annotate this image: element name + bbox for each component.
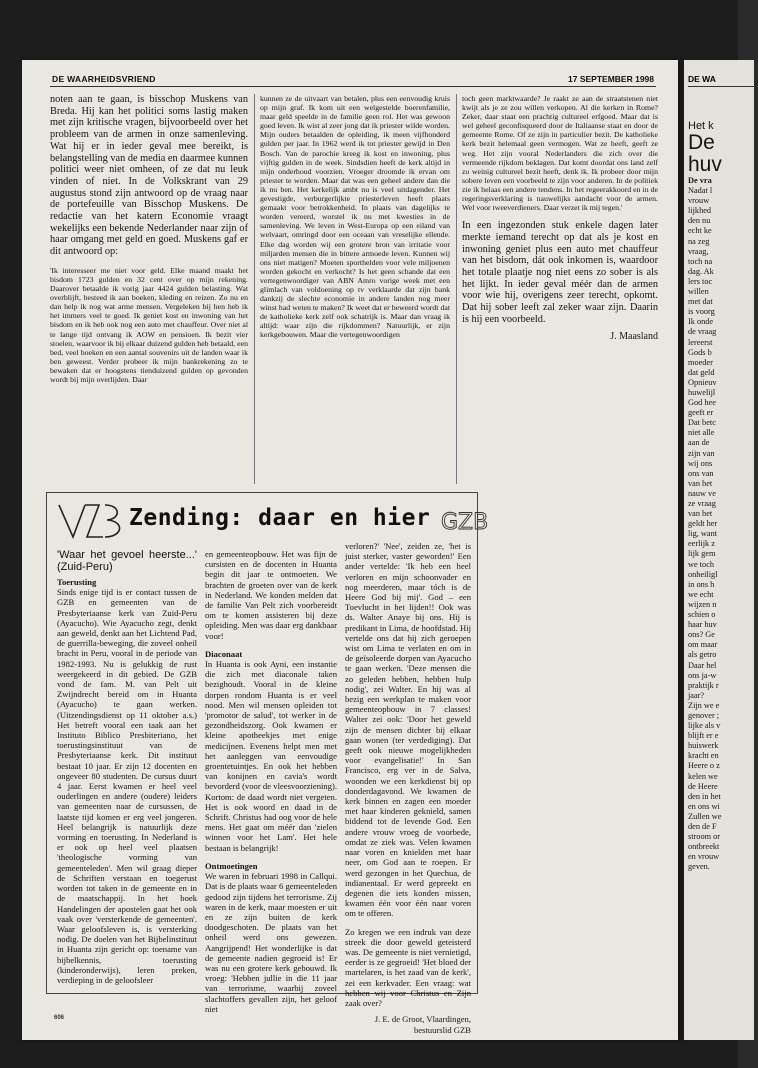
toerusting-text: Sinds enige tijd is er contact tussen de GZB en gemeenten van de Presbyteriaanse kerk van Zuid-Peru (Ayacucho). Wie Ayacucho zegt, denkt aan geweld, denkt aan het Lichtend Pad, de guerrilla-beweging, die zoveel onheil bracht in Peru, vooral in de periode van 1982-1993. Nu is gelukkig de rust weergekeerd in dit gebied. De GZB vond de fam. M. van Pelt uit Zwijndrecht bereid om in Huanta (Ayacucho) te gaan werken. (Uitzendingsdienst op 11 oktober a.s.) Het betreft vooral een taak aan het Instituto Biblico Presbiteriano, het toerustingsinstituut van de Presbyteriaanse kerk. Dit instituut bestaat 10 jaar. Er zijn 12 docenten en ongeveer 80 studenten. De cursus duurt 4 jaar. Eerst kwamen er heel veel ouderlingen en andere (oudere) leiders van gemeenten naar de cursussen, de laatste tijd komen er erg veel jongeren. Heel belangrijk is natuurlijk deze vorming en toerusting. In Nederland is er ook op heel veel plaatsen 'theologische vorming van gemeenteleden'. Men wil graag dieper de Schriften verstaan en toegerust worden tot taken in de gemeente en in de maatschappij. In het boek Handelingen der apostelen gaat het ook vaak over 'versterkende de gemeenten'. Waar geloofsleven is, is versterking nodig. De doelen van het Bijbelinstituut in Huanta zijn gericht op: toename van bijbelkennis, toerusting (kinderonderwijs), leren preken, verdieping in de geloofsleer [57, 587, 197, 985]
adjacent-text-line: willen [688, 287, 709, 297]
adjacent-text-line: de vraag [688, 327, 717, 337]
adjacent-text-line: den de F [688, 822, 717, 831]
adjacent-text-line: we echt [688, 589, 714, 599]
adjacent-text-line: echt ke [688, 226, 712, 236]
adjacent-text-line: dag. Ak [688, 266, 714, 276]
adjacent-text-line: Zijn we e [688, 700, 720, 710]
adjacent-text-line: Ik onde [688, 317, 714, 327]
adjacent-text-line: geeft er [688, 408, 714, 418]
adjacent-text-line: Gods b [688, 347, 712, 357]
section-heading-toerusting: Toerusting [57, 577, 97, 587]
adjacent-text-line: lijke als v [688, 721, 721, 731]
article-signature: J. Maasland [610, 330, 658, 342]
adjacent-text-line: Dat betc [688, 418, 716, 428]
adjacent-text-line: stroom or [688, 832, 721, 842]
adjacent-text-line: wij ons [688, 458, 713, 468]
adjacent-text-line: onheiligl [688, 569, 718, 579]
zending-column-2 [205, 549, 337, 1014]
adjacent-text-line: geldt her [688, 519, 718, 529]
adjacent-text-line: om maar [688, 640, 718, 650]
gzb-logo [439, 501, 489, 542]
adjacent-text-line: lig, want [688, 529, 718, 539]
adjacent-text-line: vrouw [688, 196, 710, 206]
adjacent-text-line: nauw ve [688, 488, 716, 498]
muskens-quote: 'Ik interesseer me niet voor geld. Elke maand maakt het bisdom 1723 gulden en 32 cent over op mijn rekening. Daarover betaalde ik vorig jaar 4424 gulden belasting. Wat overblijft, besteed ik aan boeken, kleding en reizen. Zo nu en dan help ik nog wat arme mensen. Vergeleken bij hen heb ik het immers veel te goed. Ik geniet kost en inwoning van het bisdom en ik heb ook nog een auto met chauffeur. Over niet al te lange tijd ontvang ik AOW en pensioen. Ik bezit vier stoelen, waarvoor ik bij elkaar duizend gulden heb betaald, een bed, veel boeken en een aantal souvenirs uit de landen waar ik ben geweest. Verder probeer ik mijn bankrekening zo te bewaken dat er hoogstens tienduizend gulden op gevonden wordt bij mijn overlijden. Daar [50, 265, 248, 384]
ontmoetingen-text: We waren in februari 1998 in Callqui. Dat is de plaats waar 6 gemeenteleden gedood zijn tijdens het terrorisme. Zij waren in de kerk, maar moesten er uit en ze zijn buiten de kerk doodgeschoten. De plaats van het onheil werd ons gewezen. Aangrijpend! Het wonderlijke is dat de gemeente nadien gegroeid is! Er was nu een grotere kerk gebouwd. Ik vroeg: 'Hebben jullie in die 11 jaar van terrorisme, waarbij zoveel slachtoffers gevallen zijn, het geloof niet [205, 871, 337, 1014]
zending-col3-text: verloren?' 'Nee', zeiden ze, 'het is juist sterker, vaster geworden!' Een ander vertelde: 'Ik heb een heel verloren en mijn schoonvader en nog meerderen, maar tóch is de Heere God bij mij'. God – een Toevlucht in het lijden!! Ook was ds. Walter Anaye bij ons. Hij is predikant in Lima, de hoofdstad. Hij vertelde ons dat hij zich geroepen wist om Lima te verlaten en om in de geïsoleerde dorpen van Ayacucho te gaan werken. 'Deze mensen die zo geleden hebben, hebben hulp nodig', zei Walter. En hij was al bezig een werkplan te maken voor gemeenteopbouw in 7 classes! Walter zei ook: 'Door het geweld zijn de mensen dichter bij elkaar gaan wonen (ter verdediging). Dat geeft ook nieuwe mogelijkheden voor evangelisatie!' In San Francisco, erg ver in de Salva, woonden we een kerkdienst bij op donderdagavond. We kwamen de kerk binnen en zagen een moeder met haar kinderen geknield, samen biddend tot de levende God. Een andere vrouw vroeg de voorbede, omdat ze ziek was. Velen kwamen naar voren en knielden met haar neer, om God aan te roepen. Er werd gezongen in het Quechua, de indianentaal. Er werd gepreekt en degenen die iets konden missen, kwamen één voor één naar voren om te offeren. [345, 541, 471, 919]
column2-text: kunnen ze de uitvaart van betalen, plus een eenvoudig kruis op mijn graf. Ik kom uit een welgestelde boerenfamilie, maar geld speelde in de familie geen rol. Het was gewoon goed leven. Ik wist al zeer jong dat ik priester wilde worden. Mijn ouders betaalden de opleiding, ik meen vijfhonderd gulden per jaar. In 1962 werd ik tot priester gewijd in Den Bosch. Van de parochie kreeg ik kost en inwoning, plus vijftig gulden in de week. Sindsdien heeft de kerk altijd in mijn onderhoud voorzien. Vroeger droomde ik ervan om priester te worden. Maar dat was een geheel andere dan die ik nu ben. Het kerkelijk ambt nu is veel uitdagender. Het gevestigde, verburgerlijkte priesterleven heeft plaats gemaakt voor betrokkenheid. In plaats van dagelijks te worden vereerd, worstel ik nu met kwesties in de samenleving. We leven in West-Europa op een eiland van welvaart, omringd door een oceaan van vreselijke ellende. Elke dag worden wij een grotere bron van irritatie voor miljarden mensen die in bittere armoede leven. Kunnen wij ons niet matigen? Moeten sporthelden voor vele miljoenen worden gekocht en verkocht? Is het geen schande dat een vertegenwoordiger van ABN Amro vorige week met een glimlach van voldoening op tv verklaarde dat zijn bank dankzij de slechte economie in andere landen nog meer winst had weten te maken? Ik weet dat er beweerd wordt dat de katholieke kerk zelf ook schatrijk is. Maar dan vraag ik altijd: waar zijn die rijkdommen? Natuurlijk, er zijn kerkgebouwen. Maar die vertegenwoordigen [260, 94, 450, 340]
column-divider [456, 94, 457, 484]
adjacent-text-line: en ons wi [688, 801, 720, 811]
adjacent-text-line: Daar hel [688, 660, 717, 670]
adjacent-kicker: Het k [688, 120, 714, 132]
adjacent-text-line: aan de [688, 438, 710, 448]
adjacent-text-line: schien o [688, 610, 716, 620]
adjacent-text-line: als getro [688, 650, 717, 660]
adjacent-header-rule [688, 86, 758, 87]
adjacent-text-line: moeder [688, 357, 713, 367]
adjacent-text-line: genover ; [688, 710, 720, 720]
adjacent-text-line: vraag, [688, 246, 709, 256]
adjacent-text-line: en vrouw [688, 852, 720, 862]
adjacent-text-line: wijzen n [688, 599, 717, 609]
adjacent-text-line: kracht en [688, 751, 719, 761]
adjacent-headline-1: De [688, 131, 715, 154]
adjacent-text-line: na zeg [688, 236, 710, 246]
newspaper-page [22, 60, 678, 1040]
adjacent-text-line: ons ja-w [688, 670, 717, 680]
adjacent-text-line: ze vraag [688, 499, 716, 508]
adjacent-text-line: Nadat l [688, 186, 713, 196]
zending-title: Zending: daar en hier [129, 505, 431, 531]
adjacent-text-line: de Heere [688, 781, 718, 791]
adjacent-text-line: jaar? [688, 690, 705, 700]
column3-text: toch geen marktwaarde? Je raakt ze aan de straatstenen niet kwijt als je ze zou willen verkopen. Al die kerken in Rome? Zeker, daar staat een prachtig cultureel erfgoed. Maar dat is wel geheel geconfisqueerd door de Italiaanse staat en door de gemeente Rome. Of ze zijn in particulier bezit. De katholieke kerk bezit helemaal geen vermogen. Wat ze heeft, geeft ze weg. Het zijn vooral Nederlanders die zich over die vermeende rijkdom beklagen. Dat komt doordat ons land zelf zo weinig cultureel bezit heeft, denk ik. Ik probeer door mijn sobere leven een voorbeeld te zijn voor anderen. In de politiek zie ik helaas een andere tendens. In het regeerakkoord en in de regeringsverklaring is nauwelijks aandacht voor de armen. Wel voor tweeverdieners. Daar verzet ik mij tegen.' [462, 94, 658, 213]
zending-subtitle: 'Waar het gevoel heerste...' (Zuid-Peru) [57, 549, 197, 573]
adjacent-text-line: ontbreekt [688, 842, 720, 852]
adjacent-text-line: ons van [688, 468, 714, 478]
adjacent-text-line: lers toc [688, 276, 713, 286]
zending-col3-closing: Zo kregen we een indruk van deze streek die door geweld geteisterd was. De gemeente is niet vernietigd, eerder is ze gegroeid! 'Het bloed der martelaren, is het zaad van de kerk', zei een kerkvader. Een vraag: wat hebben wij voor Christus en Zijn zaak over? [345, 926, 471, 1008]
adjacent-text-line: ons? Ge [688, 630, 715, 640]
adjacent-text-line: dat geld [688, 367, 715, 377]
adjacent-text-line: den in het [688, 791, 721, 801]
adjacent-text-line: huiswerk [688, 741, 719, 751]
adjacent-text-line: in ons h [688, 579, 715, 589]
zending-column-3 [345, 541, 471, 1036]
adjacent-text-line: niet alle [688, 428, 715, 438]
column3-commentary: In een ingezonden stuk enkele dagen later merkte iemand terecht op dat als je kost en inwoning geniet plus een auto met chauffeur van het bisdom, dát ook inkomen is, waardoor het totale plaatje nog niet eens zo sober is als het lijkt. In ieder geval méér dan de armen voor wie hij, overigens zeer terecht, opkomt. Dat hij sober leeft zal zeker waar zijn. Daarin is hij een voorbeeld. [462, 220, 658, 325]
adjacent-text-line: met dat [688, 297, 713, 307]
page-number: 606 [54, 1015, 65, 1021]
adjacent-text-line: eerlijk z [688, 539, 715, 549]
section-heading-ontmoetingen: Ontmoetingen [205, 860, 258, 871]
article-intro: noten aan te gaan, is bisschop Muskens van Breda. Hij kan het politici soms lastig maken met zijn kritische vragen, bijvoorbeeld over het probleem van de armen in onze samenleving. Wat hij er in ieder geval mee bereikt, is belangstelling van de media en daarmee kunnen politici weer niet omheen, of ze dat nu leuk vinden of niet. In de Volkskrant van 29 augustus stond zijn antwoord op de vraag naar de portefeuille van Bisschop Muskens. De redactie van het katern Economie vraagt wekelijks een bekende Nederlander naar zijn of haar omgang met geld en goed. Muskens gaf er dit antwoord op: [50, 94, 248, 258]
adjacent-text-line: Opnieuv [688, 377, 717, 387]
adjacent-text-line: den nu [688, 216, 711, 226]
publication-name: DE WAARHEIDSVRIEND [52, 74, 156, 84]
adjacent-text-line: lijk gem [688, 549, 716, 559]
section-heading-diaconaat: Diaconaat [205, 648, 243, 659]
adjacent-text-line: Zullen we [688, 811, 722, 821]
column-divider [254, 94, 255, 484]
adjacent-text-lines [688, 176, 722, 872]
adjacent-text-line: kelen we [688, 771, 718, 781]
adjacent-header: DE WA [688, 74, 716, 84]
issue-date: 17 SEPTEMBER 1998 [568, 74, 654, 84]
adjacent-text-line: lereerst [688, 337, 713, 347]
adjacent-text-line: toch na [688, 256, 713, 266]
header-rule [50, 86, 656, 87]
adjacent-page-fragment [684, 60, 754, 1040]
adjacent-text-line: haar huv [688, 620, 717, 630]
adjacent-text-line: lijkhed [688, 206, 712, 216]
adjacent-text-line: van het [688, 509, 713, 519]
adjacent-text-line: blijft er e [688, 731, 719, 741]
zending-col2-intro: en gemeenteopbouw. Het was fijn de cursisten en de docenten in Huanta begin dit jaar te ontmoeten. We brachten de groeten over van de kerk in Nederland. We konden melden dat de familie Van Pelt zich voorbereidt om te komen assisteren bij deze opleiding. Men was daar erg dankbaar voor! [205, 549, 337, 641]
adjacent-text-line: huwelijl [688, 387, 716, 397]
vzb-logo [55, 499, 127, 548]
adjacent-headline-2: huv [688, 153, 722, 176]
adjacent-text-line: zijn van [688, 448, 715, 458]
adjacent-text-line: is voorg [688, 307, 715, 317]
adjacent-text-line: Heere o z [688, 761, 720, 771]
adjacent-text-line: van het [688, 478, 713, 488]
article-column-3 [462, 94, 658, 490]
article-column-1 [50, 94, 248, 490]
adjacent-text-line: De vra [688, 176, 712, 185]
diaconaat-text: In Huanta is ook Ayni, een instantie die zich met diaconale taken bezighoudt. Vooral in de kleine dorpen rondom Huanta is er veel nood. Men wil mensen opleiden tot 'promotor de salud', tot werker in de gezondheidszorg. Ook kwamen er kleine apotheekjes met enige medicijnen. Evenens helpt men met het aanleggen van eenvoudige groentetuintjes. En ook het hebben van konijnen en cavia's wordt bevorderd (voor de vleesvoorziening). Kortom: de daad wordt niet vergeten. Het is ook woord en daad in de Schrift. Christus had oog voor de hele mens. Het gaat om méér dan 'zielen winnen voor het Lam'. Het hele bestaan is belangrijk! [205, 659, 337, 853]
adjacent-column [688, 104, 722, 872]
zending-signature-name: J. E. de Groot, Vlaardingen, [374, 1014, 471, 1025]
adjacent-text-line: we toch [688, 559, 715, 569]
article-column-2 [260, 94, 450, 490]
zending-signature-role: bestuurslid GZB [413, 1025, 471, 1036]
adjacent-text-line: God hee [688, 398, 716, 408]
svg-text:GZB: GZB [441, 510, 489, 535]
adjacent-text-line: geven. [688, 862, 710, 872]
adjacent-text-line: praktijk r [688, 680, 719, 690]
zending-column-1 [57, 549, 197, 989]
